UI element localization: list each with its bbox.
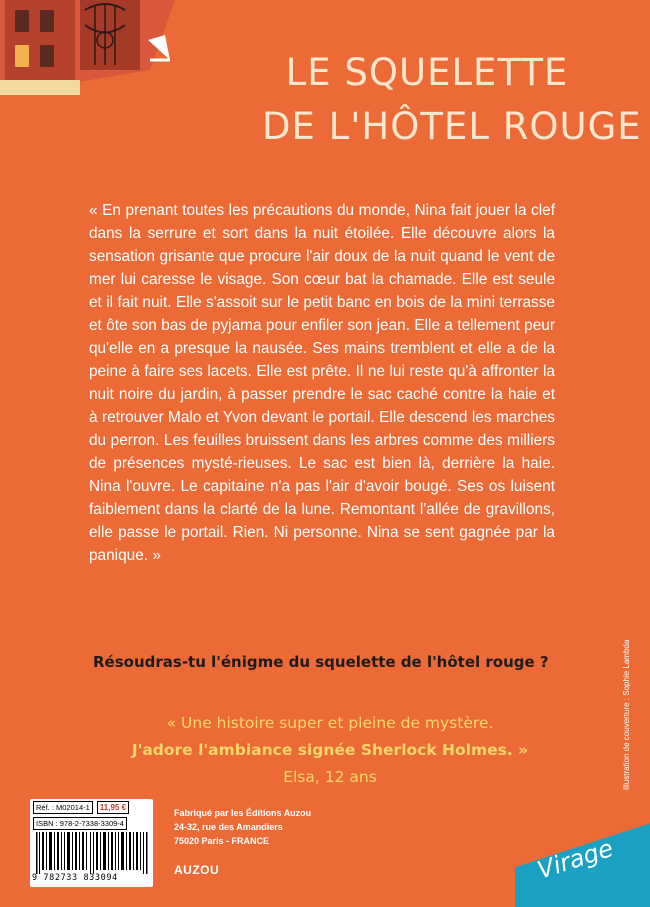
illustration-credit: Illustration de couverture : Sophie Lambda [622, 639, 631, 790]
title-line-1: LE SQUELETTE [285, 51, 569, 94]
barcode [36, 832, 148, 874]
teaser-question: Résoudras-tu l'énigme du squelette de l'hôtel rouge ? [93, 653, 549, 671]
publisher-line-1: Fabriqué par les Éditions Auzou [174, 808, 312, 818]
quote-line-2: J'adore l'ambiance signée Sherlock Holmes. » [131, 741, 529, 759]
reference-number: Réf. : M02014-1 [33, 801, 93, 814]
title-line-2: DE L'HÔTEL ROUGE [262, 105, 642, 148]
publisher-line-2: 24-32, rue des Amandiers [174, 822, 283, 832]
haunted-house-illustration [0, 0, 200, 95]
book-title [262, 46, 642, 154]
publisher-info [174, 806, 311, 848]
quote-author: Elsa, 12 ans [283, 768, 377, 786]
publisher-line-3: 75020 Paris - FRANCE [174, 836, 270, 846]
price: 11,95 € [97, 801, 129, 814]
ean-number: 9 782733 833094 [32, 873, 118, 883]
barcode-panel [30, 799, 153, 887]
quote-line-1: « Une histoire super et pleine de mystère. [166, 714, 494, 732]
collection-name: Virage [534, 833, 617, 885]
publisher-logo: AUZOU [174, 863, 220, 877]
reader-quote [100, 710, 560, 791]
blurb-text: « En prenant toutes les précautions du monde, Nina fait jouer la clef dans la serrure et sort dans la nuit étoilée. Elle découvre alors la sensation grisante que procure l'air doux de la nuit quand le vent de mer lui caresse le visage. Son cœur bat la chamade. Elle est seule et il fait nuit. Elle s'assoit sur le petit banc en bois de la mini terrasse et ôte son bas de pyjama pour enfiler son jean. Elle a tellement peur qu'elle en a presque la nausée. Ses mains tremblent et elle a de la peine à faire ses lacets. Elle est prête. Il ne lui reste qu'à affronter la nuit noire du jardin, à passer prendre le sac caché contre la haie et à retrouver Malo et Yvon devant le portail. Elle descend les marches du perron. Les feuilles bruissent dans les arbres comme des milliers de présences mysté-rieuses. Le sac est bien là, derrière la haie. Nina l'ouvre. Le capitaine n'a pas l'air d'avoir bougé. Ses os luisent faiblement dans la clarté de la lune. Remontant l'allée de gravillons, elle passe le portail. Rien. Ni personne. Nina se sent gagnée par la panique. » [89, 202, 555, 564]
isbn: ISBN : 978-2-7338-3309-4 [33, 817, 127, 830]
ref-row [33, 801, 129, 814]
